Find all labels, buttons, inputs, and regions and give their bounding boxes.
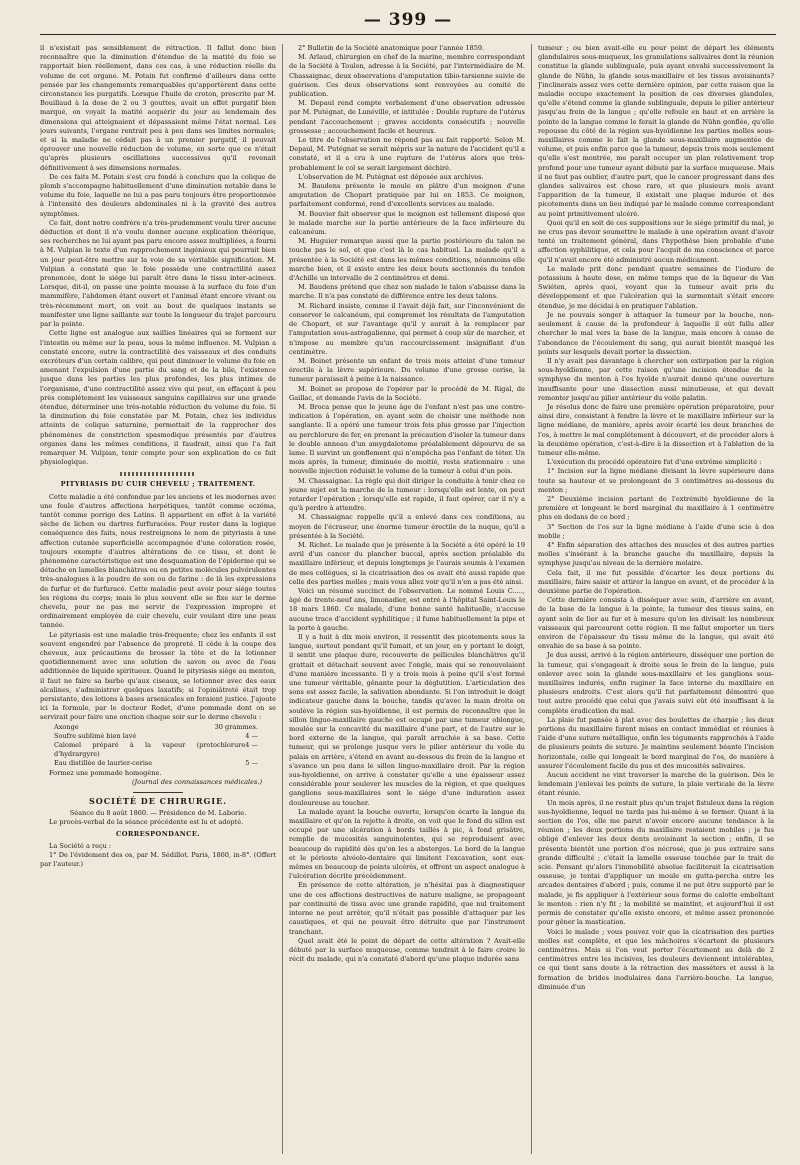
paragraph: Cette maladie a été confondue par les anciens et les modernes avec une foule d'autres affections herpétiques, tantôt comme eczéma, tantôt comme porrigo des Latins. Il appartient en effet à la variété sèche de lichen ou dartres furfuracées. Pour rester dans la logique conséquence des faits, nous restreignons le nom de pityriasis à une affection cutanée superficielle accompagnée d'une coloration rosée, toujours exempte d'autres altérations de ce tissu, et dont le phénomène caractéristique est une desquamation de l'épiderme qui se détache en lamelles blanchâtres ou en petites molécules pulvérulentes très-analogues à la poudre de son ou de farine : de là les expressions de furfur et de furfuracé. Cette maladie peut avoir pour siége toutes les régions du corps; mais le plus souvent elle se fixe sur le derme chevelu, pour ne pas me servir de l'expression impropre et ordinairement employée de cuir chevelu, cuir voulant dire une peau tannée. (40, 492, 276, 630)
ingredient-name: Calomel préparé à la vapeur (protochlorure d'hydrargyre) (54, 741, 246, 759)
paragraph: Un mois après, il ne restait plus qu'un trajet fistuleux dans la région sus-hyoïdienne, lequel ne tarda pas lui-même à se fermer. Quant à la section de l'os, elle me parut n'avoir encore aucune tendance à la réunion ; les deux portions du maxillaire restaient mobiles ; je fus obligé d'enlever les deux dents avoisinant la section ; enfin, il se présenta bientôt une portion d'os nécrosé, que je pus extraire sans grande difficulté ; c'était la lamelle osseuse touchée par le trait de scie. Pensant qu'alors l'immobilité absolue faciliterait la cicatrisation osseuse, je tentai d'appliquer un moule en gutta-percha entre les arcades dentaires d'abord ; puis, comme il ne put être supporté par le malade, je fis appliquer à l'extérieur sous forme de calotte emboîtant le menton : rien n'y fit ; la mobilité se maintint, et aujourd'hui il est permis de constater qu'elle existe encore, et même assez prononcée pour gêner la mastication. (538, 798, 774, 927)
paragraph: Formez une pommade homogène. (49, 768, 162, 777)
paragraph: M. Huguier remarque aussi que la partie postérieure du talon ne touche pas le sol, et que c'est là le cas habituel. La malade qu'il a présentée à la Société est dans les mêmes conditions, néanmoins elle marche bien, et il existe entre les deux bouts sectionnés du tendon d'Achille un intervalle de 2 centimètres et demi. (289, 237, 525, 283)
column-1 (40, 44, 276, 1154)
paragraph: L'exécution du procédé opératoire fut d'une extrême simplicité : (547, 458, 762, 467)
paragraph: Quoi qu'il en soit de ces suppositions sur le siége primitif du mal, je ne crus pas devoir soumettre le malade à une opération avant d'avoir tenté un traitement général, dans l'hypothèse bien probable d'une affection syphilitique, et cela pour l'acquit de ma conscience et parce qu'il n'avait encore été administré aucun médicament. (538, 218, 774, 264)
paragraph: M. Broca pense que le jeune âge de l'enfant n'est pas une contre-indication à l'opération, en ayant soin de choisir une méthode non sanglante. Il a opéré une tumeur trois fois plus grosse par l'injection au perchlorure de fer, en prenant la précaution d'isoler la tumeur dans le double anneau d'un amygdalotome préalablement dépourvu de sa lame. Il survint un gonflement qui n'empêcha pas l'enfant de téter. Un mois après, la tumeur, diminuée de moitié, resta stationnaire : une nouvelle injection réduisit le volume de la tumeur à celui d'un pois. (289, 402, 525, 476)
ingredient-qty: 4 — (245, 741, 258, 750)
paragraph: L'observation de M. Putégnat est déposée aux archives. (298, 172, 484, 181)
column-separator (531, 44, 532, 1154)
column-3 (538, 44, 774, 1154)
paragraph: M. Chassaignac. La règle qui doit diriger la conduite à tenir chez ce jeune sujet est la marche de la tumeur : lorsqu'elle est lente, on peut retarder l'opération ; lorsqu'elle est rapide, il faut opérer, car il n'y a qu'à perdre à attendre. (289, 476, 525, 513)
paragraph: La Société a reçu : (49, 841, 112, 850)
citation: (Journal des connaissances médicales.) (131, 777, 262, 786)
paragraph: La malade ayant la bouche ouverte, lorsqu'on écarte la langue du maxillaire et qu'on la rejette à droite, on voit que le fond du sillon est occupé par une ulcération à bords taillés à pic, à fond grisâtre, remplie de mucosités sanguinolentes, qui se reproduisent avec beaucoup de rapidité dès qu'on les a absterges. Le bord de la langue et le périoste alvéolo-dentaire qui limitent l'excavation, sont eux-mêmes en beaucoup de points ulcérés, et offrent un aspect analogue à l'ulcération décrite précédemment. (289, 807, 525, 881)
paragraph: Voici le malade ; vous pouvez voir que la cicatrisation des parties molles est complète, et que les mâchoires s'écartent de plusieurs centimètres. Mais si l'on veut porter l'écartement au delà de 2 centimètres entre les incisives, les douleurs deviennent intolérables, ce qui tient sans doute à la rétraction des masséters et aussi à la formation de brides inodulaires dans l'arrière-bouche. La langue, diminuée d'un (538, 927, 774, 991)
paragraph: La plaie fut pansée à plat avec des boulettes de charpie ; les deux portions du maxillaire furent mises en contact immédiat et réunies à l'aide d'une suture métallique, enfin les téguments rapprochés à l'aide de plusieurs points de suture. Je maintins seulement béante l'incision horizontale, celle qui longeait le bord marginal de l'os, de manière à assurer l'écoulement facile du pus et des mucosités salivaires. (538, 715, 774, 770)
paragraph: Le titre de l'observation ne répond pas au fait rapporté. Selon M. Depaul, M. Putégnat se serait mépris sur la nature de l'accident qu'il a constaté, et il a cru à une rupture de l'utérus alors que très-probablement le col se serait largement déchiré. (289, 136, 525, 172)
paragraph: 3° Section de l'os sur la ligne médiane à l'aide d'une scie à dos mobile ; (538, 522, 774, 540)
ingredient-qty: 4 — (245, 731, 258, 740)
column-separator (282, 44, 283, 1154)
ingredient-qty: 5 — (245, 759, 258, 768)
section-divider (133, 792, 183, 793)
paragraph: M. Depaul rend compte verbalement d'une observation adressée par M. Putégnat, de Lunéville, et intitulée : Double rupture de l'utérus pendant l'accouchement ; graves accidents consécutifs ; nouvelle grossesse ; accouchement facile et heureux. (289, 99, 525, 135)
paragraph: Il y a huit à dix mois environ, il ressentit des picotements sous la langue, surtout pendant qu'il fumait, et un jour, en y portant le doigt, il sentit une plaque dure, recouverte de pellicules blanchâtres qu'il grattait et détachait souvent avec l'ongle, mais qui se renouvelaient d'une manière incessante. Il y a trois mois à peine qu'il s'est formé une tumeur véritable, gênante pour la déglutition. L'articulation des sons est assez facile, la salivation abondante. Si l'on introduit le doigt indicateur gauche dans la bouche, tandis qu'avec la main droite on soulève la région sus-hyoïdienne, il est permis de reconnaître que le sillon linguo-maxillaire gauche est occupé par une tumeur oblongue, moulée sur la concavité du maxillaire d'une part, et de l'autre sur le bord externe de la langue, qui paraît arrachée à sa base. Cette tumeur, qui se prolonge jusque vers le pilier antérieur du voile du palais en arrière, s'étend en avant au-dessous du frein de la langue et s'avance un peu dans le sillon linguo-maxillaire droit. Par la région sus-hyoïdienne, on arrive à constater qu'elle a une épaisseur assez considérable pour soulever les muscles de la région, et que quelques ganglions sous-maxillaires sont le siége d'une induration assez douloureuse au toucher. (289, 633, 525, 807)
paragraph: Cette dernière consista à disséquer avec soin, d'arrière en avant, de la base de la langue à la pointe, la tumeur des tissus sains, en ayant soin de lier au fur et à mesure qu'on les divisait les nombreux vaisseaux qui parcourent cette région. Il me fallut emporter un tiers environ de l'épaisseur du tissu même de la langue, qui avait été envahie de sa base à sa pointe. (538, 596, 774, 651)
formula-row (54, 759, 276, 768)
formula-row (54, 741, 276, 759)
paragraph: Je dus aussi, arrivé à la région antérieure, disséquer une portion de la tumeur, qui s'engageait à droite sous le frein de la langue, puis enlever avec soin la glande sous-maxillaire et les ganglions sous-maxillaires indurés, enfin ruginer la face interne du maxillaire en plusieurs endroits. C'est alors qu'il fut parfaitement démontré que tout autre procédé que celui que j'avais suivi eût été insuffisant à la complète éradication du mal. (538, 651, 774, 715)
paragraph: 1° Incision sur la ligne médiane divisant la lèvre supérieure dans toute sa hauteur et se prolongeant de 3 centimètres au-dessous du menton ; (538, 467, 774, 494)
section-title: PITYRIASIS DU CUIR CHEVELU ; TRAITEMENT. (60, 480, 256, 489)
paragraph: Cette ligne est analogue aux saillies linéaires qui se forment sur l'intestin ou même sur la peau, sous la même influence. M. Vulpian a constaté encore, outre la contractilité des vaisseaux et des conduits excréteurs d'un certain calibre, qui peut diminuer le volume du foie en amenant l'expulsion d'une partie du sang et de la bile, l'existence jusque dans les parties les plus profondes, les plus intimes de l'organisme, d'une contractilité assez vive qui peut, en effaçant à peu près complétement les vaisseaux sanguins capillaires sur une grande étendue, déterminer une très-notable réduction du volume du foie. Si la diminution du foie constatée par M. Potain, chez les individus atteints de colique saturnine, permettait de la rapprocher des phénomènes de constriction spasmodique présentés par d'autres organes dans les mêmes conditions, il faudrait, ainsi que l'a fait remarquer M. Vulpian, tenir compte pour son explication de ce fait physiologique. (40, 329, 276, 467)
paragraph: Le malade prit donc pendant quatre semaines de l'iodure de potassium à haute dose, en même temps que de la liqueur de Van Swiéten, après quoi, voyant que la tumeur avait pris du développement et que l'ulcération qui la surmontait s'était encore étendue, je me décidai à en pratiquer l'ablation. (538, 264, 774, 310)
paragraph: M. Richet. Le malade que je présente à la Société a été opéré le 19 avril d'un cancer du plancher buccal, après section préalable du maxillaire inférieur, et depuis longtemps je l'aurais soumis à l'examen de mes collègues, si la cicatrisation des os avait été aussi rapide que celle des parties molles ; mais vous allez voir qu'il n'en a pas été ainsi. (289, 540, 525, 586)
paragraph: M. Baudens prétend que chez son malade le talon s'abaisse dans la marche. Il n'a pas constaté de différence entre les deux talons. (289, 283, 525, 301)
paragraph: 1° De l'évidement des os, par M. Sédillot. Paris, 1860, in-8°. (Offert par l'auteur.) (40, 851, 276, 869)
paragraph: M. Bouvier fait observer que le moignon est tellement disposé que le malade marche sur la partie antérieure de la face inférieure du calcanéum. (289, 209, 525, 237)
paragraph: Aucun accident ne vint traverser la marche de la guérison. Dès le lendemain j'enlevai les points de suture, la plaie verticale de la lèvre étant réunie. (538, 771, 774, 798)
formula-row (54, 723, 276, 732)
page-header (40, 8, 776, 35)
paragraph: il n'existait pas sensiblement de rétraction. Il fallut donc bien reconnaître que la diminution d'étendue de la matité du foie se rapportait bien réellement, dans ces cas, à une réduction réelle du volume de cet organe. M. Potain fut confirmé d'ailleurs dans cette pensée par les changements remarquables qu'apportèrent dans cette circonstance les purgatifs. Lorsque l'huile de croton, prescrite par M. Bouillaud à la dose de 2 ou 3 gouttes, avait un effet purgatif bien marqué, on voyait la matité acquérir du jour au lendemain des dimensions qui atteignaient et dépassaient même l'état normal. Les jours suivants, l'organe rentrait peu à peu dans ses limites normales; et si la maladie ne cédait pas à un premier purgatif, il pouvait éprouver une nouvelle réduction de volume, en sorte que ce n'était qu'après plusieurs oscillations successives qu'il revenait définitivement à ses dimensions normales. (40, 44, 276, 172)
page-number: — 399 — (363, 10, 453, 30)
paragraph: tumeur ; ou bien avait-elle eu pour point de départ les éléments glandulaires sous-muqueux, les granulations salivaires dont la réunion constitue la glande sublinguale, puis ayant envahi successivement la glande de Nühn, la glande sous-maxillaire et les tissus avoisinants? J'inclinerais assez vers cette dernière opinion, par cette raison que la maladie occupe exactement la position de ces diverses glandules, qu'elle s'étend comme la glande sublinguale, depuis le pilier antérieur jusqu'au frein de la langue ; qu'elle refoule en haut et en arrière la pointe de la langue comme le ferait la glande de Nühn gonflée, qu'elle repousse du côté de la région sus-hyoïdienne les parties molles sous-maxillaires comme le fait la glande sous-maxillaire augmentée de volume, et puis enfin parce que la tumeur, depuis trois mois seulement qu'elle s'est montrée, me paraît occuper un plan relativement trop profond pour une tumeur ayant débuté par la surface muqueuse. Mais il ne faut pas oublier, d'autre part, que le cancer progressant dans des glandes salivaires est chose rare, et que plusieurs mois avant l'apparition de la tumeur, il existait une plaque indurée et des picotements dans un lieu indiqué par le malade comme correspondant au point primitivement ulcéré. (538, 44, 774, 218)
paragraph: M. Chassaignac rappelle qu'il a enlevé dans ces conditions, au moyen de l'écraseur, une énorme tumeur érectile de la nuque, qu'il a présentée à la Société. (289, 513, 525, 540)
society-title: SOCIÉTÉ DE CHIRURGIE. (88, 796, 227, 807)
ingredient-name: Soufre sublimé bien lavé (54, 731, 137, 740)
paragraph: Cela fait, il me fut possible d'écarter les deux portions du maxillaire, faire saisir et attirer la langue en avant, et de procéder à la deuxième partie de l'opération. (538, 568, 774, 595)
paragraph: 4° Enfin séparation des attaches des muscles et des autres parties molles s'insérant à la branche gauche du maxillaire, depuis la symphyse jusqu'au niveau de la dernière molaire. (538, 540, 774, 568)
paragraph: Il n'y avait pas davantage à chercher son extirpation par la région sous-hyoïdienne, par cette raison qu'une incision étendue de la symphyse du menton à l'os hyoïde n'aurait donné qu'une ouverture insuffisante pour une dissection aussi minutieuse, et qui devait remonter jusqu'au pilier antérieur du voile palatin. (538, 356, 774, 402)
formula-row (54, 732, 276, 741)
paragraph: Je ne pouvais songer à attaquer la tumeur par la bouche, non-seulement à cause de la profondeur à laquelle il eût fallu aller chercher le mal vers la base de la langue, mais encore à cause de l'abondance de l'écoulement du sang, qui aurait bientôt masqué les points sur lesquels devait porter la dissection. (538, 310, 774, 356)
paragraph: Je résolus donc de faire une première opération préparatoire, pour ainsi dire, consistant à fendre la lèvre et le maxillaire inférieur sur la ligne médiane, de manière, après avoir écarté les deux branches de l'os, à mettre le mal complétement à découvert, et de procéder alors à la deuxième opération, c'est-à-dire à la dissection et à l'ablation de la tumeur elle-même. (538, 402, 774, 457)
paragraph: Ce fait, dont notre confrère n'a très-prudemment voulu tirer aucune déduction et dont il n'a voulu donner aucune explication théorique, ses recherches ne lui ayant pas paru encore assez multipliées, a fourni à M. Vulpian le texte d'un rapprochement ingénieux qui pourrait bien un jour peut-être mettre sur la voie de sa véritable signification. M. Vulpian a constaté que le foie possède une contractilité assez prononcée, dont le siége lui paraît être dans le tissu inter-acineux. Lorsque, dit-il, on passe une pointe mousse à la surface du foie d'un mammifère, l'abdomen étant ouvert et l'animal étant encore vivant ou très-récemment mort, on voit au bout de quelques instants se manifester une ligne saillante sur toute la longueur du trajet parcouru par la pointe. (40, 218, 276, 329)
paragraph: 2° Bulletin de la Société anatomique pour l'année 1859. (298, 44, 485, 52)
meeting-line: Séance du 8 août 1860. — Présidence de M. Laborie. (69, 809, 247, 818)
ingredient-qty: 30 grammes. (214, 722, 258, 731)
paragraph: M. Arlaud, chirurgien en chef de la marine, membre correspondant de la Société à Toulon, adresse à la Société, par l'intermédiaire de M. Chassaignac, deux observations d'amputation tibio-tarsienne suivie de guérison. Ces deux observations sont renvoyées au comité de publication. (289, 53, 525, 99)
paragraph: Quel avait été le point de départ de cette altération ? Avait-elle débuté par la surface muqueuse, comme tendrait à le faire croire le récit du malade, qui n'a constaté d'abord qu'une plaque indurée sans (289, 936, 525, 964)
paragraph: M. Boinet se propose de l'opérer par le procédé de M. Rigal, de Gaillac, et demande l'avis de la Société. (289, 384, 525, 402)
prescription-formula (54, 723, 276, 769)
paragraph: De ces faits M. Potain s'est cru fondé à conclure que la colique de plomb s'accompagne habituellement d'une diminution notable dans le volume du foie, laquelle ne lui a pas paru toujours être proportionnée à l'intensité des douleurs abdominales ni à la gravité des autres symptômes. (40, 172, 276, 218)
section-divider (120, 472, 196, 476)
paragraph: M. Boinet présente un enfant de trois mois atteint d'une tumeur érectile à la lèvre supérieure. Du volume d'une grosse cerise, la tumeur paraissait à peine à la naissance. (289, 356, 525, 384)
paragraph: Voici un résumé succinct de l'observation. Le nommé Louis C....., âgé de trente-neuf ans, limonadier, est entré à l'hôpital Saint-Louis le 18 mars 1860. Ce malade, d'une bonne santé habituelle, n'accuse aucune trace d'accident syphilitique ; il fume habituellement la pipe et la porte à gauche. (289, 586, 525, 632)
ingredient-name: Eau distillée de laurier-cerise (54, 759, 153, 768)
paragraph: M. Baudens présente le moule en plâtre d'un moignon d'une amputation de Chopart pratiquée par lui en 1853. Ce moignon, parfaitement conformé, rend d'excellents services au malade. (289, 182, 525, 209)
column-2 (289, 44, 525, 1154)
ingredient-name: Axonge (54, 722, 79, 731)
paragraph: Le procès-verbal de la séance précédente est lu et adopté. (49, 818, 244, 827)
paragraph: 2° Deuxième incision partant de l'extrémité hyoïdienne de la première et longeant le bord marginal du maxillaire à 1 centimètre plus en dedans de ce bord ; (538, 494, 774, 522)
subsection-title: CORRESPONDANCE. (116, 829, 200, 838)
paragraph: Le pityriasis est une maladie très-fréquente; chez les enfants il est souvent engendré par l'absence de propreté. Il cède à la coupe des cheveux, aux précautions de brosser la tête et de la lotionner quotidiennement avec une solution de savon ou avec de l'eau additionnée de liquide spiritueux. Quand le pityriasis siége au menton, il faut ne faire sa barbe qu'aux ciseaux, se lotionner avec des eaux alcalines, s'administrer quelques laxatifs; si l'opiniâtreté était trop persistante, des lotions à bases arsenicales en feraient justice. J'ajoute ici la formule, par le docteur Rodet, d'une pommade dont on se servirait pour faire une onction chaque soir sur le derme chevelu : (40, 630, 276, 722)
paragraph: M. Richard insiste, comme il l'avait déjà fait, sur l'inconvénient de conserver le calcanéum, qui compromet les résultats de l'amputation de Chopart, et sur l'avantage qu'il y aurait à la remplacer par l'amputation sous-astragalienne, qui permet à coup sûr de marcher, et n'impose au membre qu'un raccourcissement insignifiant d'un centimètre. (289, 301, 525, 356)
paragraph: En présence de cette altération, je n'hésitai pas à diagnostiquer une de ces affections destructives de nature maligne, se propageant par continuité de tissu avec une grande rapidité, que nul traitement interne ne peut arrêter, qu'il n'était pas possible d'attaquer par les caustiques, et qui ne pouvait être détruite que par l'instrument tranchant. (289, 881, 525, 936)
